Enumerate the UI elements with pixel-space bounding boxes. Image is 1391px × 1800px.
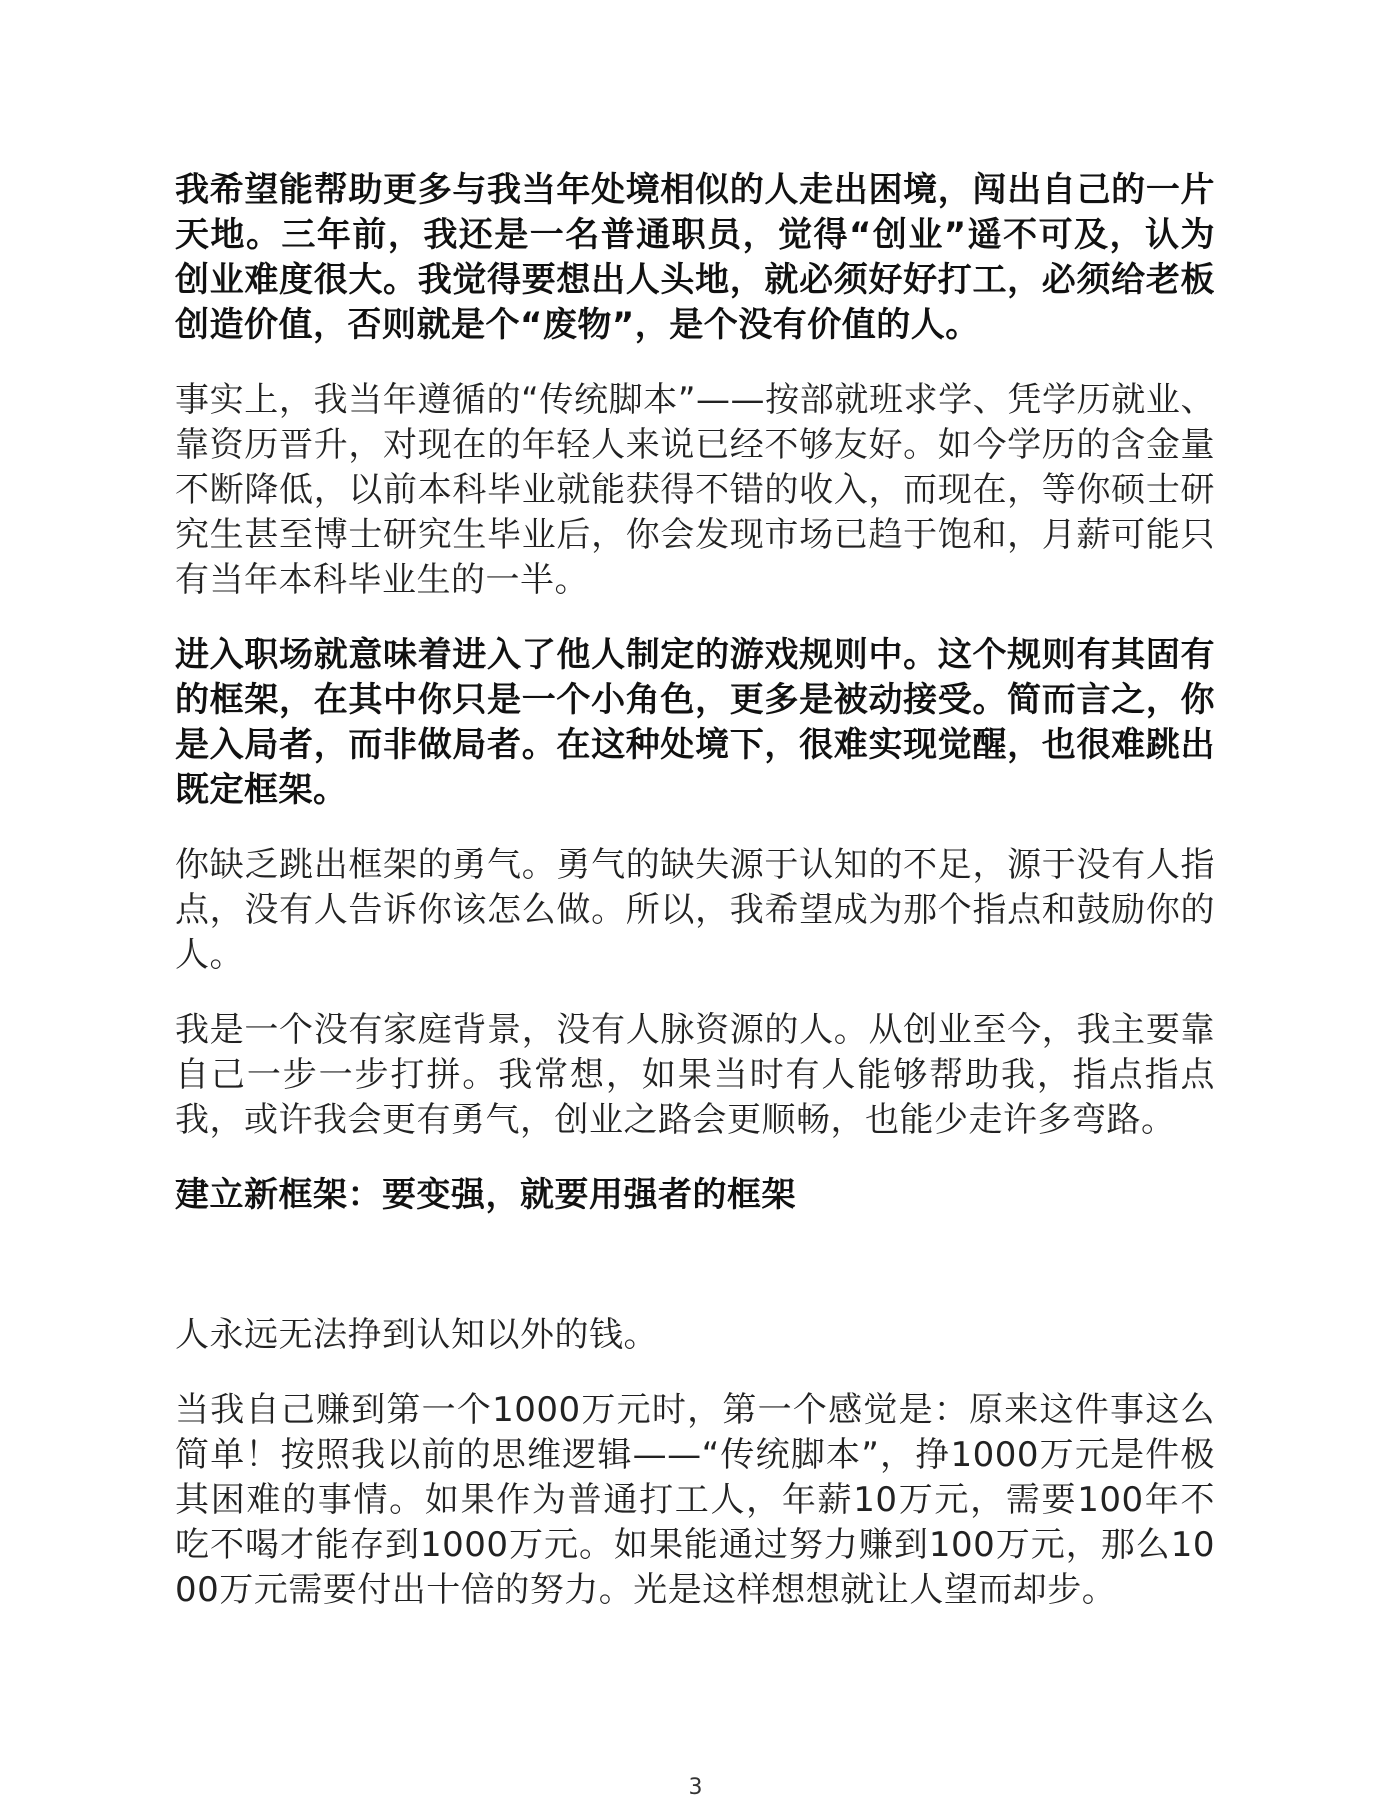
paragraph-workplace-rules: 进入职场就意味着进入了他人制定的游戏规则中。这个规则有其固有的框架，在其中你只是一个小角色，更多是被动接受。简而言之，你是入局者，而非做局者。在这种处境下，很难实现觉醒，也很难跳出既定框架。 — [175, 635, 1215, 810]
paragraph-traditional-script: 事实上，我当年遵循的“传统脚本”——按部就班求学、凭学历就业、靠资历晋升，对现在的年轻人来说已经不够友好。如今学历的含金量不断降低，以前本科毕业就能获得不错的收入，而现在，等你硕士研究生甚至博士研究生毕业后，你会发现市场已趋于饱和，月薪可能只有当年本科毕业生的一半。 — [175, 380, 1215, 600]
paragraph-lack-of-courage: 你缺乏跳出框架的勇气。勇气的缺失源于认知的不足，源于没有人指点，没有人告诉你该怎么做。所以，我希望成为那个指点和鼓励你的人。 — [175, 845, 1215, 975]
paragraph-background: 我是一个没有家庭背景，没有人脉资源的人。从创业至今，我主要靠自己一步一步打拼。我常想，如果当时有人能够帮助我，指点指点我，或许我会更有勇气，创业之路会更顺畅，也能少走许多弯路。 — [175, 1010, 1215, 1140]
paragraph-intro: 我希望能帮助更多与我当年处境相似的人走出困境，闯出自己的一片天地。三年前，我还是一名普通职员，觉得“创业”遥不可及，认为创业难度很大。我觉得要想出人头地，就必须好好打工，必须给老板创造价值，否则就是个“废物”，是个没有价值的人。 — [175, 170, 1215, 345]
page-number: 3 — [688, 1775, 703, 1800]
paragraph-first-ten-million: 当我自己赚到第一个1000万元时，第一个感觉是：原来这件事这么简单！按照我以前的思维逻辑——“传统脚本”，挣1000万元是件极其困难的事情。如果作为普通打工人，年薪10万元，需要100年不吃不喝才能存到1000万元。如果能通过努力赚到100万元，那么1000万元需要付出十倍的努力。光是这样想想就让人望而却步。 — [175, 1390, 1215, 1610]
paragraph-cognition: 人永远无法挣到认知以外的钱。 — [175, 1315, 658, 1355]
section-heading: 建立新框架：要变强，就要用强者的框架 — [175, 1175, 796, 1215]
document-body — [175, 168, 1215, 1613]
